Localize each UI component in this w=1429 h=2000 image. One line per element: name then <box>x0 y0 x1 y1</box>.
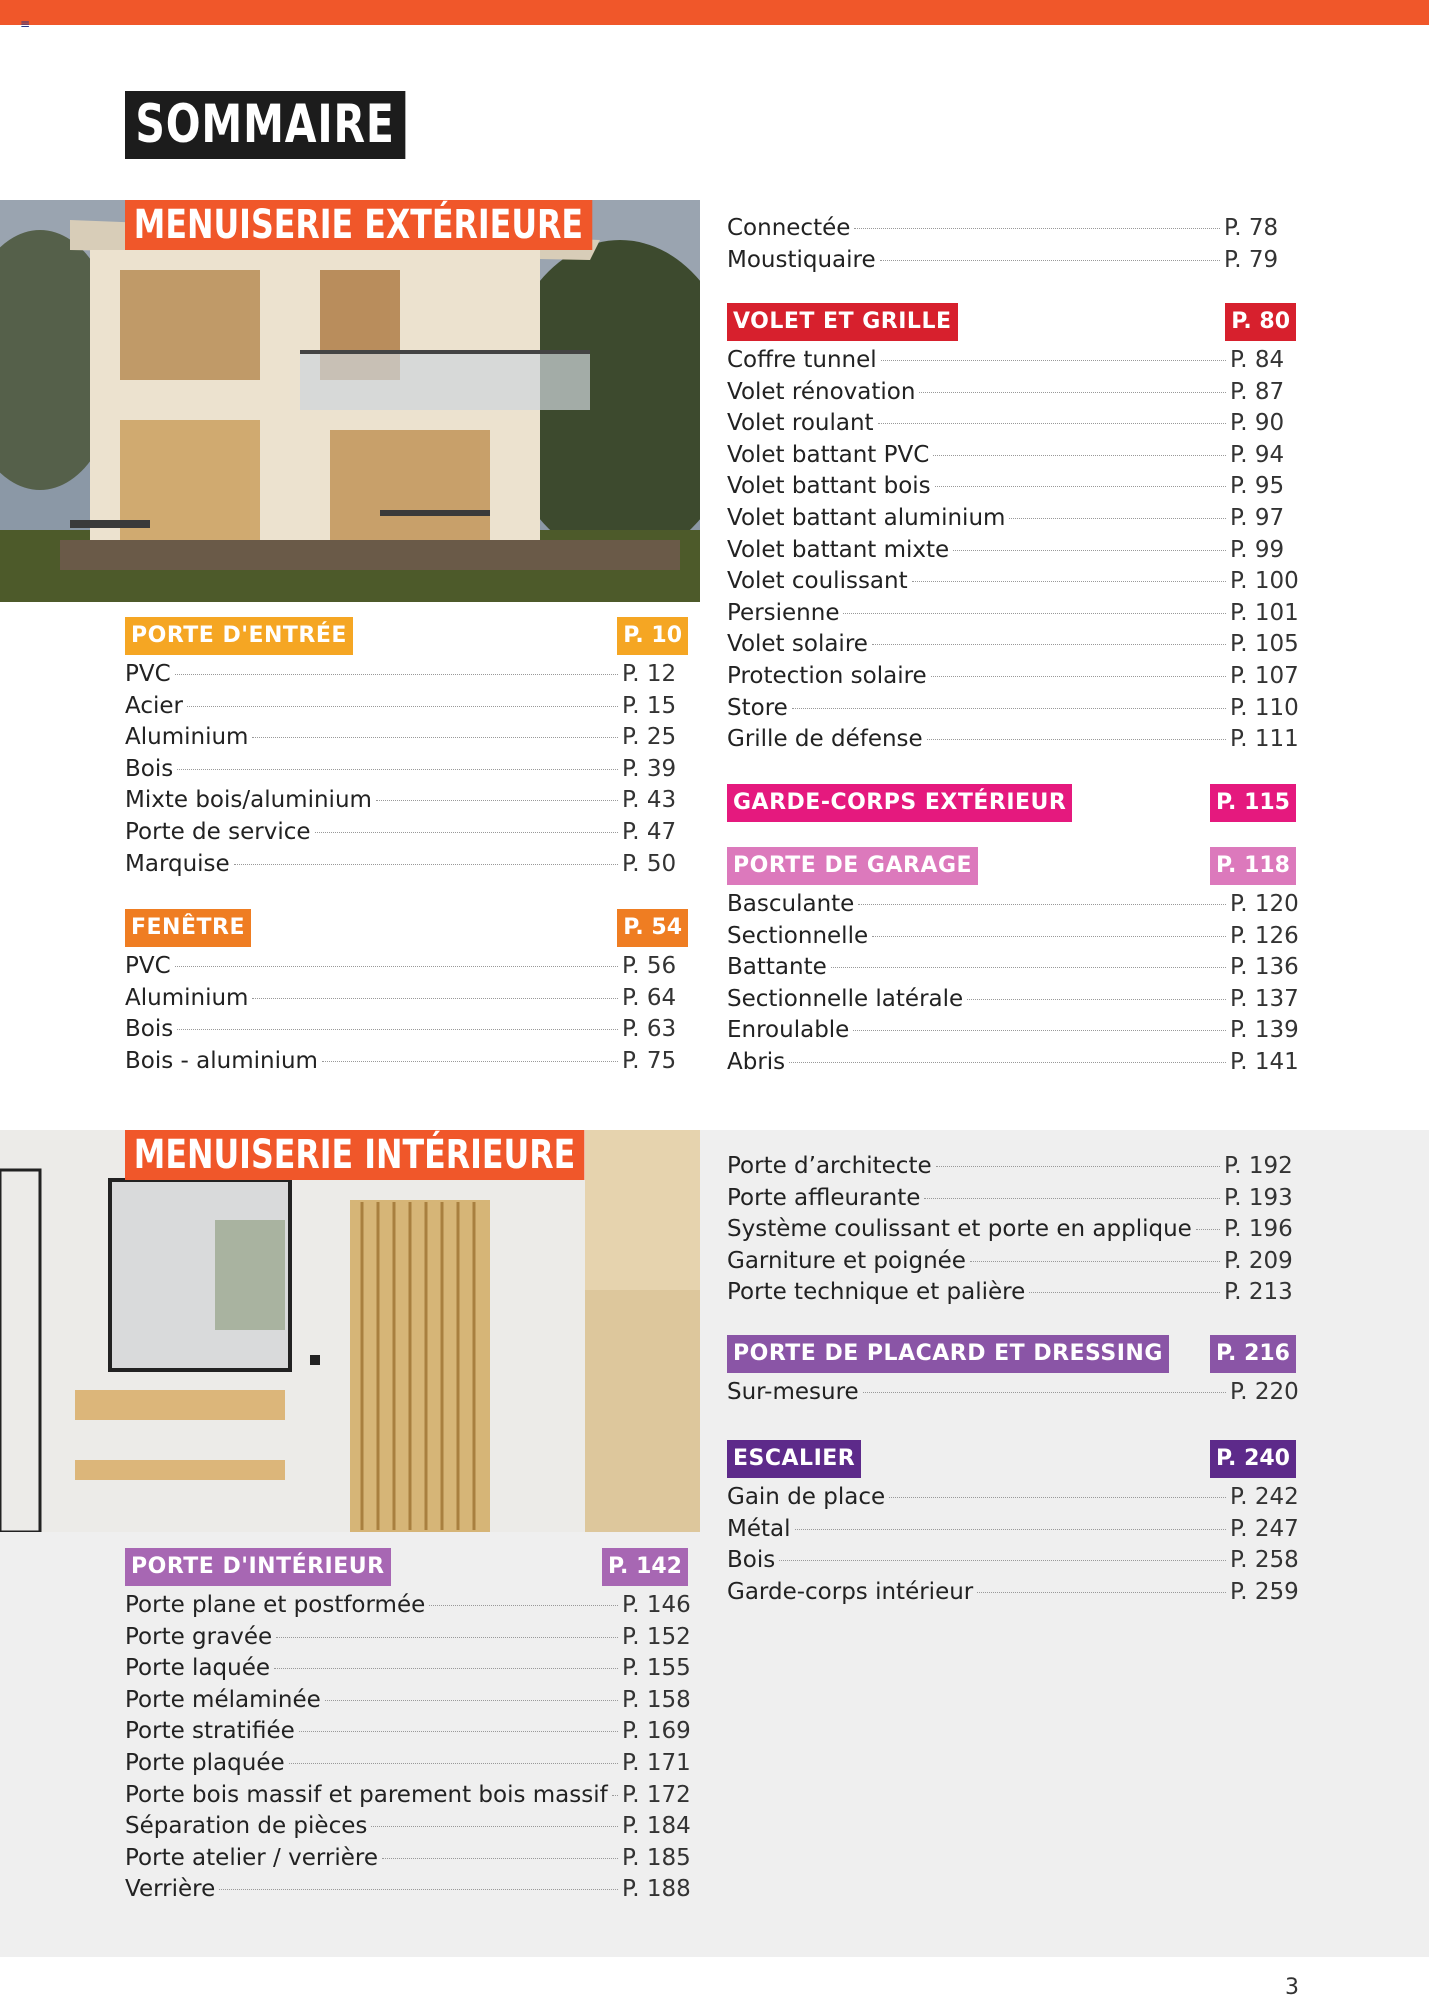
category-label[interactable]: PORTE DE PLACARD ET DRESSING <box>727 1335 1169 1373</box>
toc-row[interactable] <box>727 1514 1299 1546</box>
toc-row[interactable] <box>125 785 688 817</box>
toc-row[interactable] <box>727 440 1296 472</box>
ext-cat-porte-garage <box>727 847 1299 1079</box>
section-title-interior: MENUISERIE INTÉRIEURE <box>125 1130 584 1180</box>
toc-row[interactable] <box>727 1277 1293 1309</box>
category-page[interactable]: P. 54 <box>617 909 688 947</box>
dot-leader <box>919 392 1226 393</box>
toc-row[interactable] <box>125 1780 691 1812</box>
toc-label: Marquise <box>125 850 230 877</box>
toc-label: Sectionnelle latérale <box>727 985 964 1012</box>
toc-page: P. 220 <box>1230 1379 1299 1405</box>
toc-label: Grille de défense <box>727 726 923 753</box>
toc-page: P. 184 <box>622 1813 691 1840</box>
toc-row[interactable] <box>125 1874 691 1906</box>
toc-page: P. 107 <box>1230 662 1299 689</box>
toc-page: P. 105 <box>1230 631 1299 658</box>
toc-row[interactable] <box>125 754 688 786</box>
toc-row[interactable] <box>727 213 1290 245</box>
dot-leader <box>325 1700 618 1701</box>
toc-label: Aluminium <box>125 724 249 751</box>
dot-leader <box>843 613 1226 614</box>
toc-page: P. 75 <box>622 1047 677 1074</box>
toc-label: Abris <box>727 1048 786 1075</box>
toc-row[interactable] <box>727 471 1296 503</box>
toc-label: Protection solaire <box>727 662 927 689</box>
toc-label: Porte atelier / verrière <box>125 1844 378 1871</box>
category-label[interactable]: PORTE DE GARAGE <box>727 847 978 885</box>
toc-label: Bois <box>727 1547 776 1574</box>
dot-leader <box>912 581 1226 582</box>
toc-page: P. 196 <box>1224 1216 1293 1243</box>
section-title-exterior: MENUISERIE EXTÉRIEURE <box>125 200 592 250</box>
toc-page: P. 126 <box>1230 922 1299 949</box>
toc-page: P. 47 <box>622 818 677 845</box>
toc-page: P. 111 <box>1230 726 1299 753</box>
toc-page: P. 79 <box>1224 246 1279 273</box>
toc-label: Porte stratifiée <box>125 1718 295 1745</box>
toc-row[interactable] <box>727 535 1296 567</box>
toc-row[interactable] <box>727 1377 1299 1409</box>
dot-leader <box>382 1858 618 1859</box>
toc-label: Porte de service <box>125 818 311 845</box>
toc-label: Acier <box>125 692 183 719</box>
toc-label: Porte laquée <box>125 1655 271 1682</box>
dot-leader <box>252 998 618 999</box>
category-page[interactable]: P. 118 <box>1210 847 1296 885</box>
int-cat-placard-dressing <box>727 1335 1299 1409</box>
dot-leader <box>872 936 1226 937</box>
dot-leader <box>935 486 1226 487</box>
toc-row[interactable] <box>125 1622 691 1654</box>
toc-label: Gain de place <box>727 1484 886 1510</box>
dot-leader <box>276 1637 618 1638</box>
toc-row[interactable] <box>125 1014 688 1046</box>
dot-leader <box>612 1795 618 1796</box>
toc-page: P. 87 <box>1230 378 1285 405</box>
toc-page: P. 39 <box>622 755 677 782</box>
dot-leader <box>831 967 1226 968</box>
toc-row[interactable] <box>727 408 1296 440</box>
toc-page: P. 43 <box>622 787 677 814</box>
toc-page: P. 63 <box>622 1016 677 1043</box>
toc-page: P. 95 <box>1230 473 1285 500</box>
toc-page: P. 137 <box>1230 985 1299 1012</box>
toc-row[interactable] <box>727 1183 1293 1215</box>
ext-right-top-items <box>727 213 1290 276</box>
toc-label: Porte d’architecte <box>727 1153 932 1179</box>
dot-leader <box>792 708 1226 709</box>
toc-label: Porte gravée <box>125 1623 273 1650</box>
toc-page: P. 84 <box>1230 347 1285 373</box>
toc-label: Volet battant bois <box>727 473 931 500</box>
dot-leader <box>429 1605 618 1606</box>
toc-label: Séparation de pièces <box>125 1813 368 1840</box>
exterior-house-photo <box>0 200 700 602</box>
dot-leader <box>858 904 1226 905</box>
toc-page: P. 141 <box>1230 1048 1299 1075</box>
category-label[interactable]: PORTE D'ENTRÉE <box>125 617 353 655</box>
toc-label: Enroulable <box>727 1017 850 1044</box>
dot-leader <box>177 769 618 770</box>
category-label[interactable]: GARDE-CORPS EXTÉRIEUR <box>727 784 1072 822</box>
category-page[interactable]: P. 115 <box>1210 784 1296 822</box>
toc-page: P. 110 <box>1230 694 1299 721</box>
dot-leader <box>795 1529 1227 1530</box>
toc-label: Sur-mesure <box>727 1379 859 1405</box>
dot-leader <box>322 1061 618 1062</box>
toc-label: Bois <box>125 1016 174 1043</box>
toc-page: P. 90 <box>1230 410 1285 437</box>
dot-leader <box>927 739 1226 740</box>
dot-leader <box>289 1763 618 1764</box>
dot-leader <box>977 1592 1226 1593</box>
dot-leader <box>779 1560 1226 1561</box>
dot-leader <box>880 260 1220 261</box>
toc-row[interactable] <box>125 1843 691 1875</box>
int-right-top-items <box>727 1151 1293 1309</box>
toc-page: P. 136 <box>1230 954 1299 981</box>
toc-row[interactable] <box>727 1214 1293 1246</box>
toc-page: P. 155 <box>622 1655 691 1682</box>
interior-bathroom-photo <box>0 1130 700 1532</box>
toc-page: P. 25 <box>622 724 677 751</box>
toc-row[interactable] <box>727 1015 1299 1047</box>
dot-leader <box>854 228 1220 229</box>
toc-page: P. 188 <box>622 1876 691 1903</box>
toc-page: P. 50 <box>622 850 677 877</box>
dot-leader <box>889 1497 1226 1498</box>
toc-label: Porte technique et palière <box>727 1279 1026 1306</box>
toc-row[interactable] <box>125 849 688 881</box>
dot-leader <box>177 1029 618 1030</box>
toc-row[interactable] <box>727 1246 1293 1278</box>
category-page[interactable]: P. 240 <box>1210 1440 1296 1478</box>
toc-row[interactable] <box>727 1482 1299 1514</box>
dot-leader <box>1196 1229 1220 1230</box>
page-number: 3 <box>1285 1975 1299 2000</box>
toc-row[interactable] <box>727 984 1299 1016</box>
top-accent-bar <box>0 0 1429 25</box>
dot-leader <box>299 1731 618 1732</box>
dot-leader <box>953 550 1226 551</box>
toc-page: P. 15 <box>622 692 677 719</box>
category-page[interactable]: P. 80 <box>1225 303 1296 341</box>
dot-leader <box>863 1392 1226 1393</box>
toc-label: Volet battant PVC <box>727 441 930 468</box>
toc-page: P. 259 <box>1230 1578 1299 1605</box>
ext-cat-fenetre <box>125 909 688 1077</box>
dot-leader <box>175 966 618 967</box>
toc-page: P. 56 <box>622 953 677 979</box>
dot-leader <box>274 1668 618 1669</box>
toc-label: Porte plaquée <box>125 1749 285 1776</box>
toc-page: P. 94 <box>1230 441 1285 468</box>
dot-leader <box>931 676 1226 677</box>
dot-leader <box>872 644 1226 645</box>
toc-label: Basculante <box>727 891 855 917</box>
toc-page: P. 64 <box>622 984 677 1011</box>
toc-label: Verrière <box>125 1876 216 1903</box>
ext-cat-porte-entree <box>125 617 688 880</box>
toc-label: Moustiquaire <box>727 246 876 273</box>
toc-row[interactable] <box>125 817 688 849</box>
toc-row[interactable] <box>727 921 1299 953</box>
dot-leader <box>1029 1292 1220 1293</box>
toc-label: Connectée <box>727 215 851 241</box>
page-title: SOMMAIRE <box>125 91 405 159</box>
int-cat-porte-interieur <box>125 1548 691 1906</box>
toc-page: P. 152 <box>622 1623 691 1650</box>
toc-page: P. 120 <box>1230 891 1299 917</box>
dot-leader <box>252 737 618 738</box>
toc-page: P. 169 <box>622 1718 691 1745</box>
category-page[interactable]: P. 10 <box>617 617 688 655</box>
toc-label: Porte bois massif et parement bois massif <box>125 1781 608 1808</box>
dot-leader <box>933 455 1226 456</box>
dot-leader <box>219 1889 618 1890</box>
toc-row[interactable] <box>727 598 1299 630</box>
toc-label: Sectionnelle <box>727 922 869 949</box>
toc-label: Bois - aluminium <box>125 1047 318 1074</box>
dot-leader <box>175 674 618 675</box>
toc-label: Volet coulissant <box>727 568 908 595</box>
toc-row[interactable] <box>125 1685 691 1717</box>
toc-row[interactable] <box>125 1046 688 1078</box>
menu-icon[interactable]: ≡ <box>20 17 31 31</box>
dot-leader <box>1009 518 1226 519</box>
toc-row[interactable] <box>727 724 1299 756</box>
toc-page: P. 258 <box>1230 1547 1299 1574</box>
category-page[interactable]: P. 216 <box>1210 1335 1296 1373</box>
toc-page: P. 185 <box>622 1844 691 1871</box>
toc-row[interactable] <box>727 889 1299 921</box>
dot-leader <box>315 832 618 833</box>
toc-page: P. 100 <box>1230 568 1299 595</box>
toc-page: P. 12 <box>622 661 677 687</box>
toc-row[interactable] <box>125 659 688 691</box>
category-label[interactable]: ESCALIER <box>727 1440 861 1478</box>
category-label[interactable]: FENÊTRE <box>125 909 251 947</box>
toc-label: Persienne <box>727 599 840 626</box>
dot-leader <box>371 1826 618 1827</box>
toc-page: P. 193 <box>1224 1184 1293 1211</box>
dot-leader <box>376 800 618 801</box>
toc-row[interactable] <box>727 345 1296 377</box>
toc-label: Store <box>727 694 788 721</box>
toc-page: P. 213 <box>1224 1279 1293 1306</box>
dot-leader <box>970 1261 1220 1262</box>
toc-row[interactable] <box>727 245 1290 277</box>
dot-leader <box>881 360 1226 361</box>
toc-label: Volet battant mixte <box>727 536 950 563</box>
toc-label: Battante <box>727 954 827 981</box>
dot-leader <box>878 423 1226 424</box>
toc-label: Volet rénovation <box>727 378 916 405</box>
toc-label: Garniture et poignée <box>727 1247 966 1274</box>
toc-row[interactable] <box>125 691 688 723</box>
ext-cat-garde-corps <box>727 784 1296 826</box>
toc-page: P. 139 <box>1230 1017 1299 1044</box>
toc-label: Volet roulant <box>727 410 874 437</box>
toc-page: P. 99 <box>1230 536 1285 563</box>
toc-row[interactable] <box>727 503 1296 535</box>
toc-row[interactable] <box>727 1151 1293 1183</box>
toc-page: P. 171 <box>622 1749 691 1776</box>
dot-leader <box>924 1198 1220 1199</box>
dot-leader <box>853 1030 1226 1031</box>
toc-row[interactable] <box>727 693 1299 725</box>
int-cat-escalier <box>727 1440 1299 1608</box>
toc-row[interactable] <box>727 1545 1299 1577</box>
toc-row[interactable] <box>727 1577 1299 1609</box>
toc-row[interactable] <box>727 952 1299 984</box>
dot-leader <box>936 1166 1220 1167</box>
toc-page: P. 242 <box>1230 1484 1299 1510</box>
category-page[interactable]: P. 142 <box>602 1548 688 1586</box>
toc-row[interactable] <box>125 1653 691 1685</box>
toc-row[interactable] <box>125 1811 691 1843</box>
toc-row[interactable] <box>727 377 1296 409</box>
toc-label: Volet solaire <box>727 631 868 658</box>
toc-label: Système coulissant et porte en applique <box>727 1216 1192 1243</box>
toc-label: Mixte bois/aluminium <box>125 787 372 814</box>
toc-page: P. 78 <box>1224 215 1279 241</box>
toc-page: P. 192 <box>1224 1153 1293 1179</box>
toc-page: P. 146 <box>622 1592 691 1618</box>
dot-leader <box>234 864 618 865</box>
toc-row[interactable] <box>727 661 1299 693</box>
toc-label: PVC <box>125 661 171 687</box>
ext-cat-volet-grille <box>727 303 1299 756</box>
toc-row[interactable] <box>125 1748 691 1780</box>
toc-page: P. 247 <box>1230 1515 1299 1542</box>
toc-label: Garde-corps intérieur <box>727 1578 974 1605</box>
toc-label: Porte affleurante <box>727 1184 921 1211</box>
toc-label: Bois <box>125 755 174 782</box>
toc-row[interactable] <box>125 1590 691 1622</box>
toc-label: Volet battant aluminium <box>727 504 1006 531</box>
toc-row[interactable] <box>727 629 1299 661</box>
toc-label: PVC <box>125 953 171 979</box>
toc-page: P. 172 <box>622 1781 691 1808</box>
dot-leader <box>967 999 1226 1000</box>
toc-row[interactable] <box>727 1047 1299 1079</box>
toc-row[interactable] <box>125 1716 691 1748</box>
category-label[interactable]: PORTE D'INTÉRIEUR <box>125 1548 391 1586</box>
dot-leader <box>789 1062 1226 1063</box>
toc-page: P. 101 <box>1230 599 1299 626</box>
toc-label: Coffre tunnel <box>727 347 877 373</box>
toc-page: P. 158 <box>622 1686 691 1713</box>
toc-label: Aluminium <box>125 984 249 1011</box>
house-illustration <box>0 200 700 602</box>
toc-label: Porte plane et postformée <box>125 1592 426 1618</box>
toc-row[interactable] <box>125 983 688 1015</box>
toc-row[interactable] <box>727 566 1299 598</box>
category-label[interactable]: VOLET ET GRILLE <box>727 303 958 341</box>
toc-label: Porte mélaminée <box>125 1686 321 1713</box>
toc-row[interactable] <box>125 951 688 983</box>
toc-page: P. 97 <box>1230 504 1285 531</box>
toc-row[interactable] <box>125 722 688 754</box>
toc-page: P. 209 <box>1224 1247 1293 1274</box>
toc-label: Métal <box>727 1515 791 1542</box>
bathroom-illustration <box>0 1130 700 1532</box>
dot-leader <box>187 706 618 707</box>
